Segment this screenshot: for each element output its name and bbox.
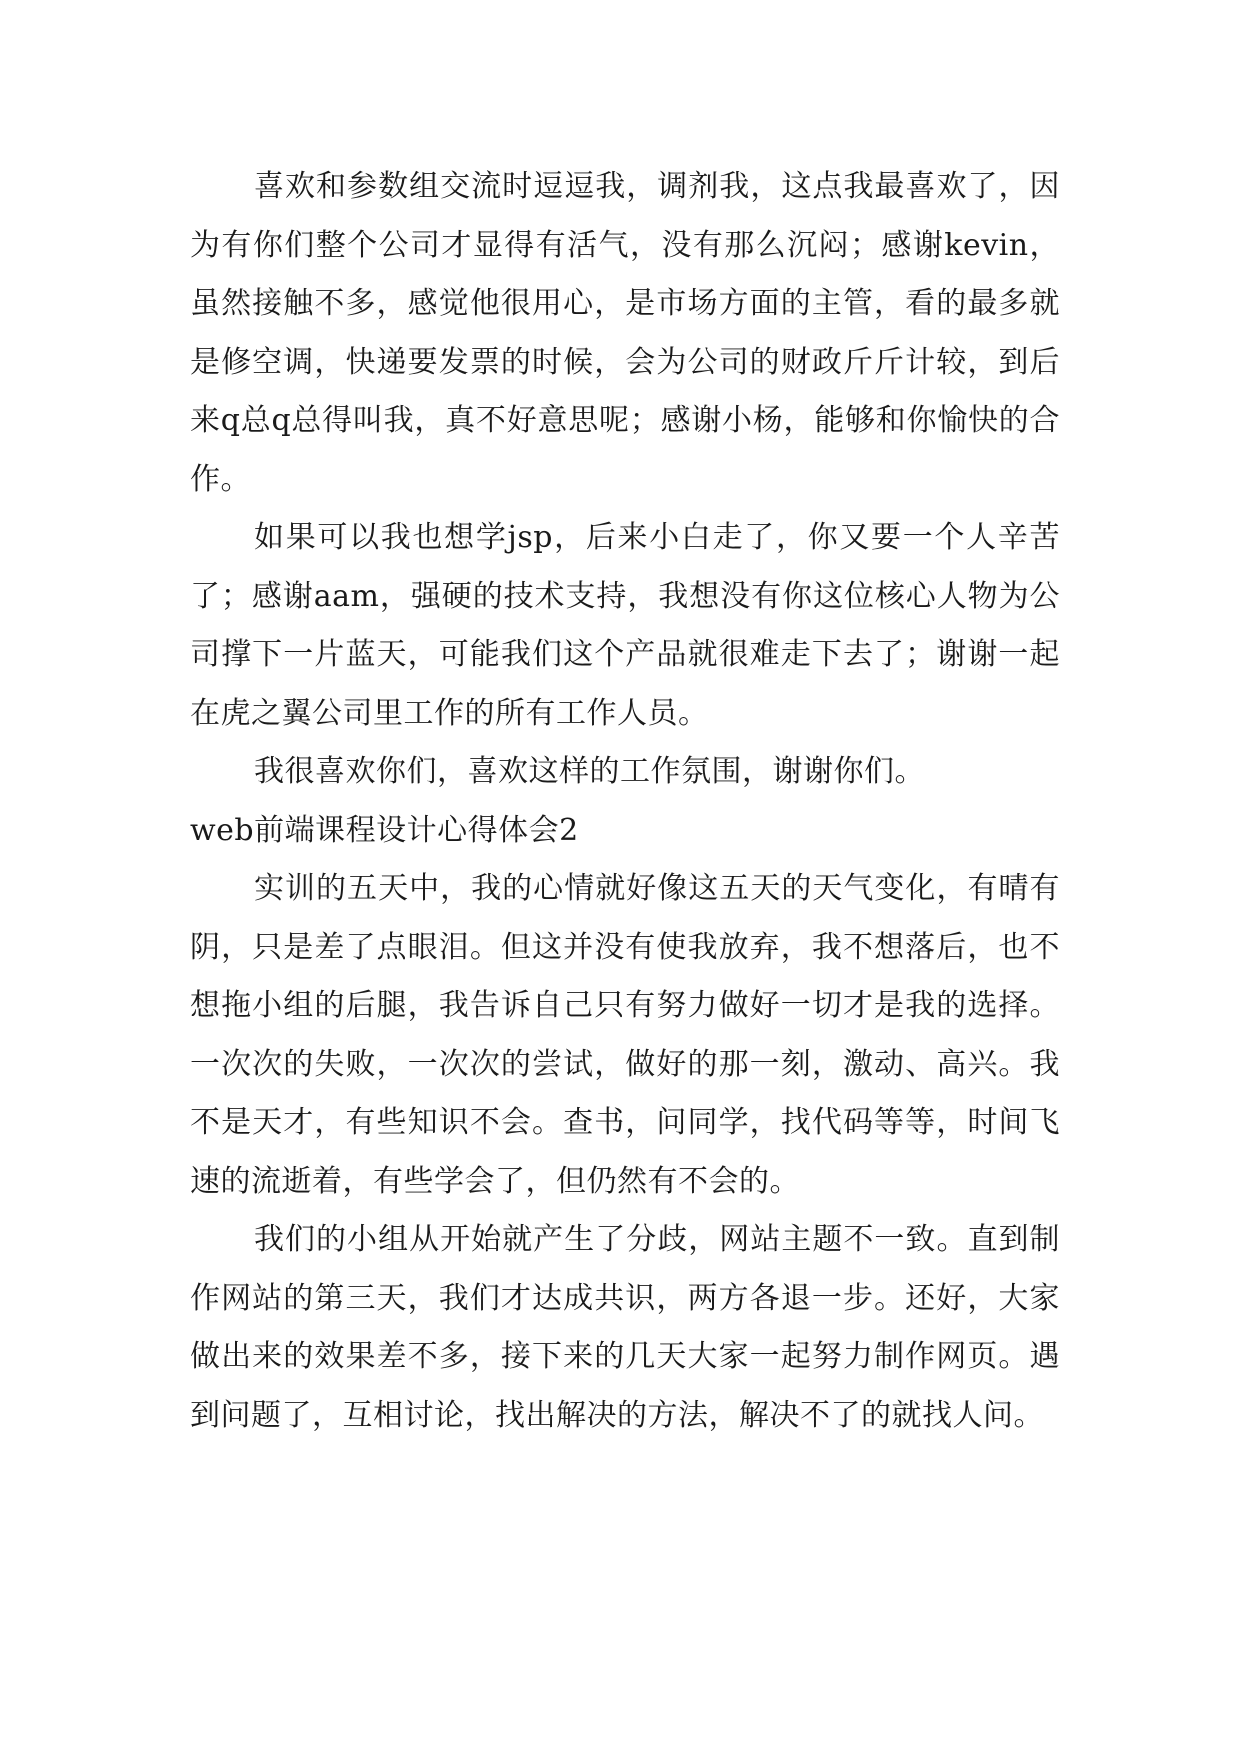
section-title: web前端课程设计心得体会2 xyxy=(190,812,579,848)
paragraph-closing-thanks: 我很喜欢你们，喜欢这样的工作氛围，谢谢你们。 xyxy=(254,754,925,789)
document-body xyxy=(190,158,1060,1445)
paragraph-training-experience: 实训的五天中，我的心情就好像这五天的天气变化，有晴有阴，只是差了点眼泪。但这并没有使我放弃，我不想落后，也不想拖小组的后腿，我告诉自己只有努力做好一切才是我的选择。一次次的失败，一次次的尝试，做好的那一刻，激动、高兴。我不是天才，有些知识不会。查书，问同学，找代码等等，时间飞速的流逝着，有些学会了，但仍然有不会的。 xyxy=(190,871,1060,1199)
paragraph-thanks-colleagues: 喜欢和参数组交流时逗逗我，调剂我，这点我最喜欢了，因为有你们整个公司才显得有活气，没有那么沉闷；感谢kevin，虽然接触不多，感觉他很用心，是市场方面的主管，看的最多就是修空调，快递要发票的时候，会为公司的财政斤斤计较，到后来q总q总得叫我，真不好意思呢；感谢小杨，能够和你愉快的合作。 xyxy=(190,169,1060,497)
paragraph-thanks-tech-support: 如果可以我也想学jsp，后来小白走了，你又要一个人辛苦了；感谢aam，强硬的技术支持，我想没有你这位核心人物为公司撑下一片蓝天，可能我们这个产品就很难走下去了；谢谢一起在虎之翼公司里工作的所有工作人员。 xyxy=(190,520,1060,731)
paragraph-team-collaboration: 我们的小组从开始就产生了分歧，网站主题不一致。直到制作网站的第三天，我们才达成共识，两方各退一步。还好，大家做出来的效果差不多，接下来的几天大家一起努力制作网页。遇到问题了，互相讨论，找出解决的方法，解决不了的就找人问。 xyxy=(190,1222,1060,1433)
